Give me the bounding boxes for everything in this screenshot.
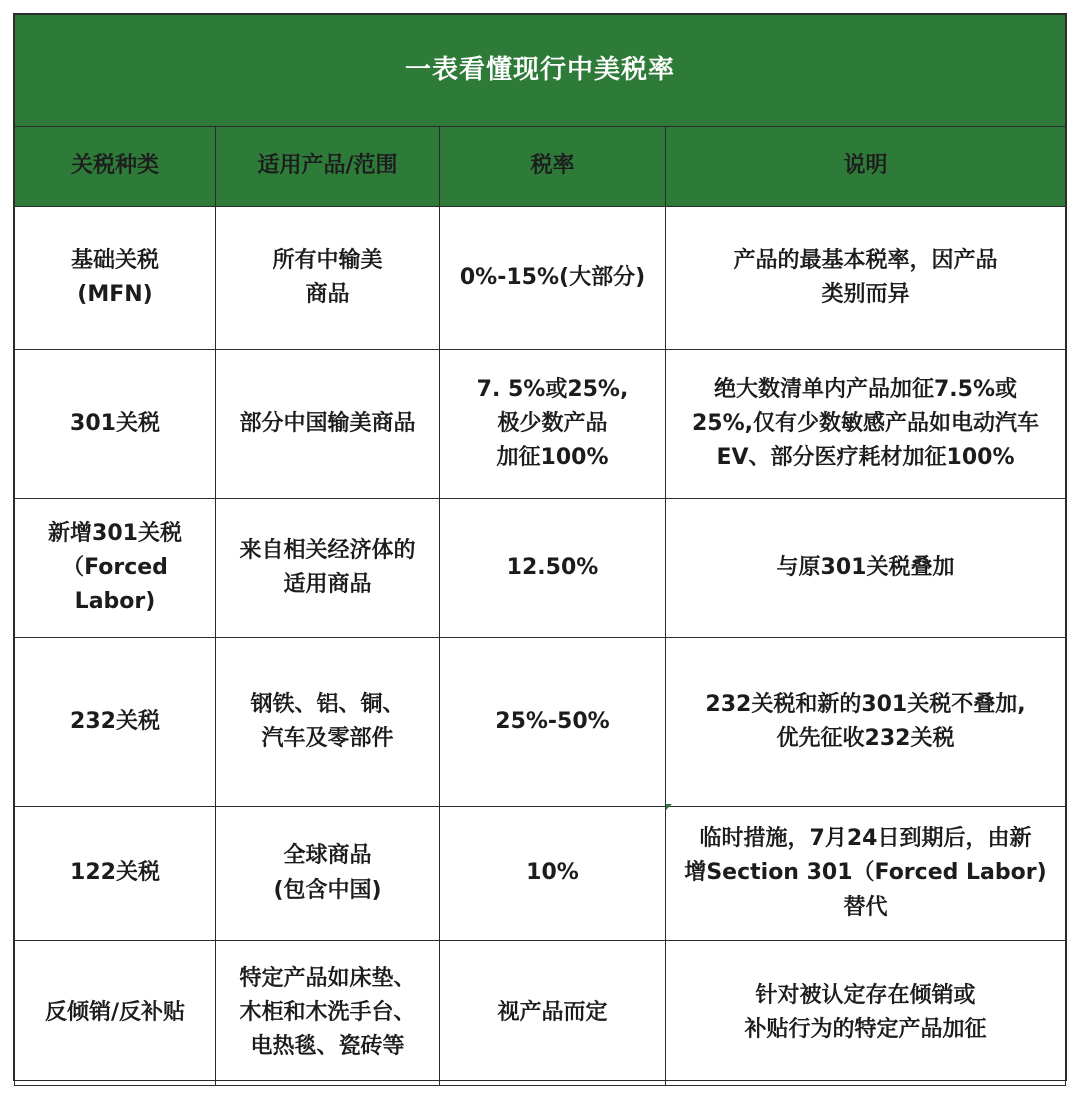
cell-type: 232关税	[15, 638, 216, 807]
cell-comment-marker	[666, 804, 672, 810]
tariff-table-sheet	[13, 13, 1067, 1081]
cell-note: 232关税和新的301关税不叠加, 优先征收232关税	[666, 638, 1066, 807]
table-row	[15, 638, 1066, 807]
header-row	[15, 127, 1066, 207]
column-header-type: 关税种类	[15, 127, 216, 207]
cell-note: 绝大数清单内产品加征7.5%或 25%,仅有少数敏感产品如电动汽车 EV、部分医疗耗材加征100%	[666, 350, 1066, 499]
cell-rate: 12.50%	[440, 499, 666, 638]
cell-rate: 7. 5%或25%, 极少数产品 加征100%	[440, 350, 666, 499]
cell-scope: 来自相关经济体的 适用商品	[216, 499, 440, 638]
cell-note: 临时措施，7月24日到期后，由新 增Section 301（Forced Labor) 替代	[666, 807, 1066, 941]
cell-scope: 全球商品 (包含中国)	[216, 807, 440, 941]
cell-type: 基础关税 (MFN)	[15, 207, 216, 350]
column-header-note: 说明	[666, 127, 1066, 207]
cell-scope: 钢铁、铝、铜、 汽车及零部件	[216, 638, 440, 807]
cell-rate: 25%-50%	[440, 638, 666, 807]
cell-scope: 部分中国输美商品	[216, 350, 440, 499]
cell-rate: 0%-15%(大部分)	[440, 207, 666, 350]
column-header-scope: 适用产品/范围	[216, 127, 440, 207]
tariff-table	[14, 14, 1066, 1086]
cell-note: 产品的最基本税率，因产品 类别而异	[666, 207, 1066, 350]
cell-scope: 特定产品如床垫、 木柜和木洗手台、 电热毯、瓷砖等	[216, 941, 440, 1086]
title-row	[15, 15, 1066, 127]
cell-note: 针对被认定存在倾销或 补贴行为的特定产品加征	[666, 941, 1066, 1086]
cell-type: 301关税	[15, 350, 216, 499]
table-row	[15, 807, 1066, 941]
cell-rate: 视产品而定	[440, 941, 666, 1086]
cell-rate: 10%	[440, 807, 666, 941]
table-row	[15, 499, 1066, 638]
column-header-rate: 税率	[440, 127, 666, 207]
cell-type: 新增301关税 （Forced Labor)	[15, 499, 216, 638]
table-row	[15, 350, 1066, 499]
cell-scope: 所有中输美 商品	[216, 207, 440, 350]
cell-type: 122关税	[15, 807, 216, 941]
table-title: 一表看懂现行中美税率	[15, 15, 1066, 127]
cell-note: 与原301关税叠加	[666, 499, 1066, 638]
table-row	[15, 941, 1066, 1086]
cell-type: 反倾销/反补贴	[15, 941, 216, 1086]
table-row	[15, 207, 1066, 350]
